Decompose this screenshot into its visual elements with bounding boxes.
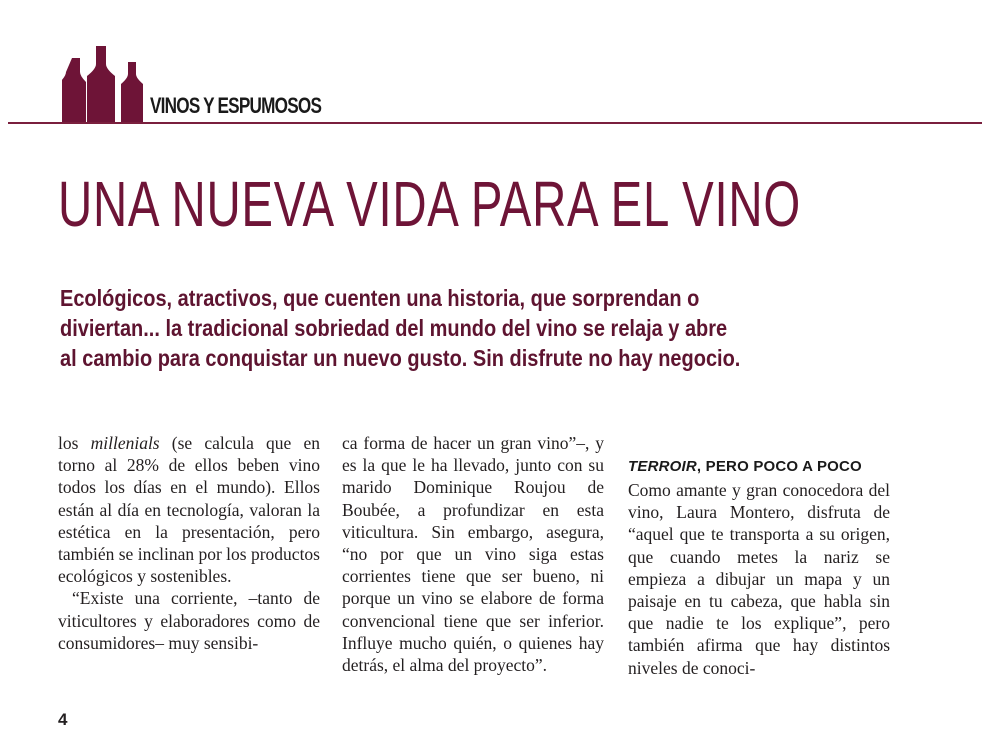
page-number: 4 (58, 710, 68, 729)
lead-line: diviertan... la tradicional sobriedad del mundo del vino se relaja y abre (60, 315, 728, 341)
article-column-1 (58, 432, 320, 654)
wine-bottles-icon (62, 44, 152, 124)
subheading-text: , PERO POCO A POCO (696, 458, 862, 475)
header-rule (8, 122, 982, 124)
page-title: UNA NUEVA VIDA PARA EL VINO (58, 168, 801, 240)
text-run: los (58, 433, 91, 453)
article-column-3 (628, 432, 890, 679)
text-run: (se calcula que en torno al 28% de ellos beben vino todos los días en el mundo). Ellos están al día en tecnología, valoran la estética en la presentación, pero también se inclinan por los productos ecológicos y sostenibles. (58, 433, 320, 587)
section-label: VINOS Y ESPUMOSOS (150, 93, 322, 118)
paragraph: ca forma de hacer un gran vino”–, y es la que le ha llevado, junto con su marido Dominique Roujou de Boubée, a profundizar en esta viticultura. Sin embargo, asegura, “no por que un vino siga estas corrientes tiene que ser bueno, ni porque un vino se elabore de forma convencional tiene que ser inferior. Influye mucho quién, o quienes hay detrás, el alma del proyecto”. (342, 433, 604, 676)
subheading (628, 456, 890, 478)
paragraph (58, 432, 320, 587)
paragraph: Como amante y gran conocedora del vino, Laura Montero, disfruta de “aquel que te transporta a su origen, que cuando metes la nariz se empieza a dibujar un mapa y un paisaje en tu cabeza, que habla sin que nadie te los explique”, pero también afirma que hay distintos niveles de conoci- (628, 480, 890, 678)
article-column-2 (342, 432, 604, 676)
subheading-italic: TERROIR (628, 458, 697, 475)
section-header (0, 0, 1000, 126)
text-run-italic: millenials (90, 433, 160, 453)
lead-line: Ecológicos, atractivos, que cuenten una historia, que sorprendan o (60, 285, 700, 311)
paragraph: “Existe una corriente, –tanto de viticultores y elaboradores como de consumidores– muy sensibi- (58, 588, 320, 653)
lead-line: al cambio para conquistar un nuevo gusto. Sin disfrute no hay negocio. (60, 345, 741, 371)
article-lead (60, 283, 825, 373)
